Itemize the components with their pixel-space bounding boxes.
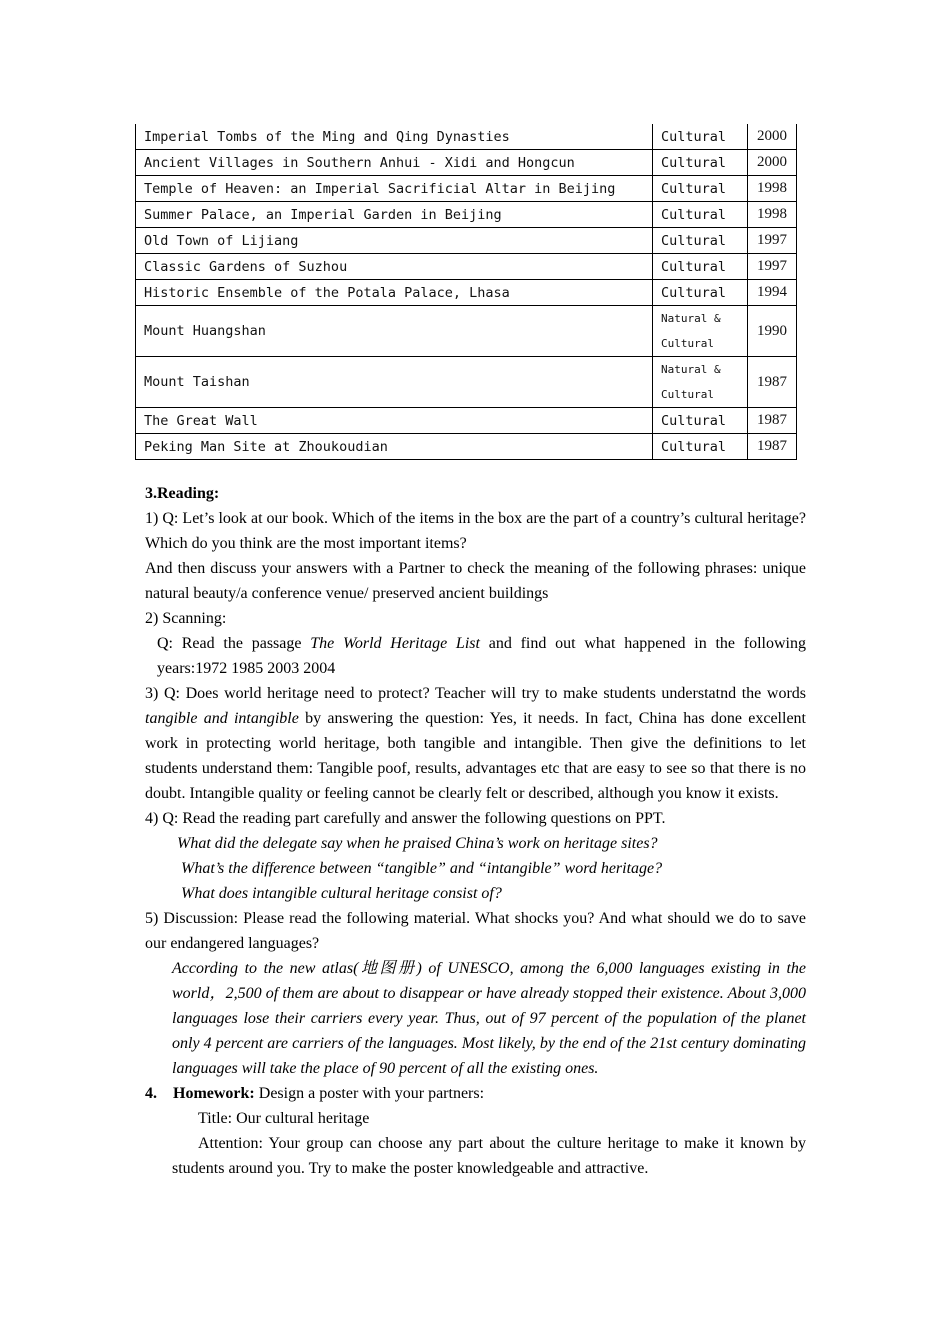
table-row bbox=[136, 150, 797, 176]
site-type-line: Cultural bbox=[661, 337, 714, 350]
site-year: 1987 bbox=[748, 408, 797, 434]
site-year: 1997 bbox=[748, 228, 797, 254]
site-year: 1994 bbox=[748, 280, 797, 306]
homework-label: Homework: bbox=[173, 1085, 255, 1102]
homework-number: 4. bbox=[145, 1085, 157, 1102]
site-type-line: Natural & bbox=[661, 363, 721, 376]
site-year: 1998 bbox=[748, 176, 797, 202]
site-name: Peking Man Site at Zhoukoudian bbox=[136, 434, 653, 460]
reading-item-4: 4) Q: Read the reading part carefully and answer the following questions on PPT. bbox=[145, 810, 666, 827]
homework-title-line: Title: Our cultural heritage bbox=[198, 1110, 370, 1127]
ppt-question: What’s the difference between “tangible” and “intangible” word heritage? bbox=[181, 860, 663, 877]
site-name: Imperial Tombs of the Ming and Qing Dynasties bbox=[136, 124, 653, 150]
site-name: Mount Taishan bbox=[136, 357, 653, 408]
table-row bbox=[136, 124, 797, 150]
site-name: Old Town of Lijiang bbox=[136, 228, 653, 254]
site-type: Cultural bbox=[653, 228, 748, 254]
site-type: Cultural bbox=[653, 280, 748, 306]
question-text: and find out what happened in the following years:1972 1985 2003 2004 bbox=[157, 635, 806, 677]
site-type: Cultural bbox=[653, 254, 748, 280]
site-type: Cultural bbox=[653, 434, 748, 460]
site-year: 2000 bbox=[748, 124, 797, 150]
site-name: The Great Wall bbox=[136, 408, 653, 434]
homework-instruction: Design a poster with your partners: bbox=[254, 1085, 485, 1102]
question-text: Q: Read the passage bbox=[157, 635, 311, 652]
item-text: 3) Q: Does world heritage need to protect? Teacher will try to make students understatnd the words bbox=[145, 685, 806, 702]
table-row bbox=[136, 434, 797, 460]
table-row bbox=[136, 357, 797, 408]
site-year: 1998 bbox=[748, 202, 797, 228]
site-year: 1990 bbox=[748, 306, 797, 357]
reading-item-3 bbox=[145, 681, 806, 806]
site-name: Ancient Villages in Southern Anhui - Xidi and Hongcun bbox=[136, 150, 653, 176]
table-row bbox=[136, 202, 797, 228]
site-year: 1987 bbox=[748, 434, 797, 460]
table-row bbox=[136, 306, 797, 357]
site-type bbox=[653, 357, 748, 408]
site-type-line: Natural & bbox=[661, 312, 721, 325]
site-name: Classic Gardens of Suzhou bbox=[136, 254, 653, 280]
item-text: by answering the question: Yes, it needs. In fact, China has done excellent work in protecting world heritage, both tangible and intangible. Then give the definitions to let students understand them: Tangible poof, results, advantages etc that are easy to see so that there is no doubt. Intangible quality or feeling cannot be clearly felt or described, although you know it exists. bbox=[145, 710, 806, 802]
emphasized-words: tangible and intangible bbox=[145, 710, 299, 727]
site-type bbox=[653, 306, 748, 357]
reading-item-1: 1) Q: Let’s look at our book. Which of the items in the box are the part of a country’s cultural heritage? Which do you think are the most important items? bbox=[145, 510, 806, 552]
unesco-quote: According to the new atlas(地图册) of UNESCO, among the 6,000 languages existing in the world，2,500 of them are about to disappear or have already stopped their existence. About 3,000 languages lose their carriers every year. Thus, out of 97 percent of the population of the planet only 4 percent are carriers of the languages. Most likely, by the end of the 21st century dominating languages will take the place of 90 percent of all the existing ones. bbox=[172, 960, 806, 1077]
site-name: Summer Palace, an Imperial Garden in Beijing bbox=[136, 202, 653, 228]
ppt-question: What did the delegate say when he praised China’s work on heritage sites? bbox=[177, 835, 658, 852]
site-year: 2000 bbox=[748, 150, 797, 176]
site-name: Mount Huangshan bbox=[136, 306, 653, 357]
ppt-question: What does intangible cultural heritage consist of? bbox=[181, 885, 502, 902]
reading-item-2-question bbox=[145, 631, 806, 681]
site-type: Cultural bbox=[653, 202, 748, 228]
reading-item-1-discussion: And then discuss your answers with a Partner to check the meaning of the following phrases: unique natural beauty/a conference venue/ preserved ancient buildings bbox=[145, 560, 806, 602]
homework-text bbox=[173, 1081, 484, 1106]
table-row bbox=[136, 254, 797, 280]
homework-line bbox=[145, 1081, 806, 1106]
reading-heading: 3.Reading: bbox=[145, 485, 220, 502]
site-type: Cultural bbox=[653, 124, 748, 150]
table-row bbox=[136, 280, 797, 306]
passage-title: The World Heritage List bbox=[310, 635, 480, 652]
site-year: 1987 bbox=[748, 357, 797, 408]
reading-item-5: 5) Discussion: Please read the following material. What shocks you? And what should we do to save our endangered languages? bbox=[145, 910, 806, 952]
reading-item-2: 2) Scanning: bbox=[145, 610, 227, 627]
table-row bbox=[136, 228, 797, 254]
homework-attention: Attention: Your group can choose any part about the culture heritage to make it known by students around you. Try to make the poster knowledgeable and attractive. bbox=[172, 1135, 806, 1177]
site-name: Historic Ensemble of the Potala Palace, Lhasa bbox=[136, 280, 653, 306]
lesson-body bbox=[145, 481, 806, 1181]
table-row bbox=[136, 408, 797, 434]
site-type: Cultural bbox=[653, 176, 748, 202]
site-type-line: Cultural bbox=[661, 388, 714, 401]
heritage-sites-table bbox=[135, 124, 797, 460]
site-type: Cultural bbox=[653, 408, 748, 434]
table-row bbox=[136, 176, 797, 202]
site-name: Temple of Heaven: an Imperial Sacrificial Altar in Beijing bbox=[136, 176, 653, 202]
site-type: Cultural bbox=[653, 150, 748, 176]
site-year: 1997 bbox=[748, 254, 797, 280]
